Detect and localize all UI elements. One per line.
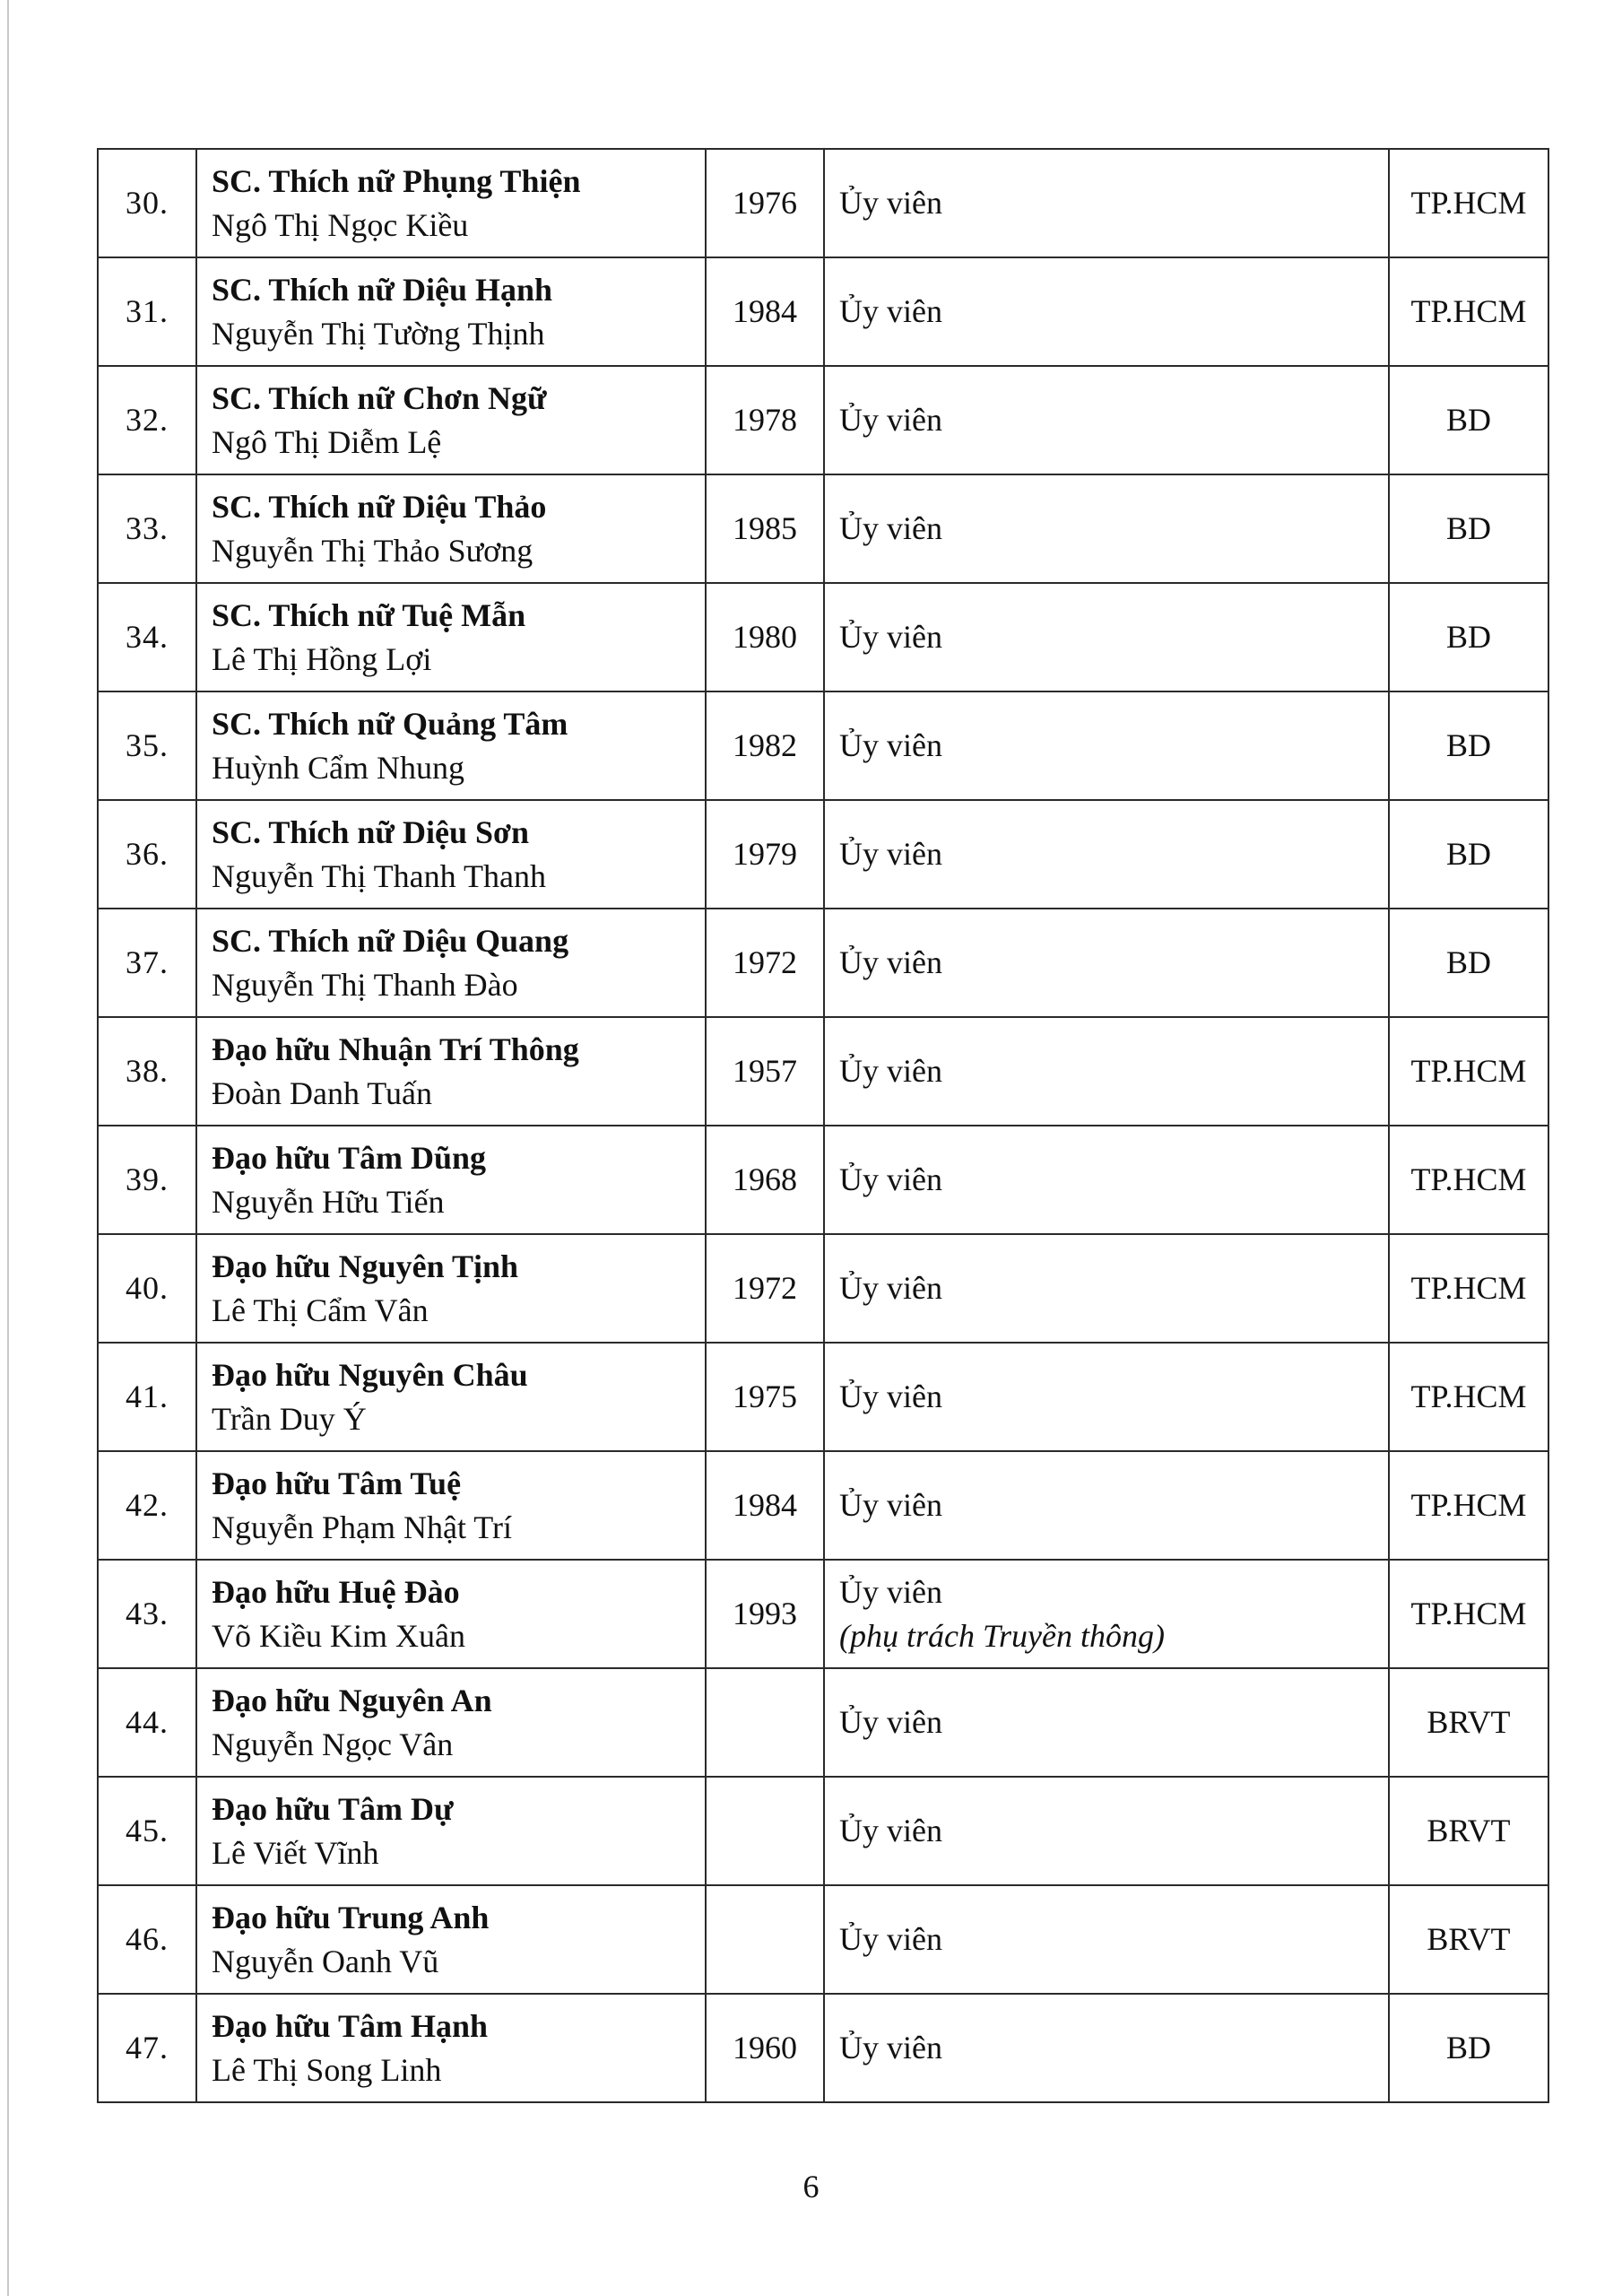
row-number-cell: 37. [98, 909, 196, 1017]
lay-name: Trần Duy Ý [212, 1400, 367, 1437]
location-cell: BRVT [1389, 1777, 1548, 1885]
role-cell [824, 1451, 1389, 1560]
name-cell [196, 1885, 706, 1994]
row-number-cell: 43. [98, 1560, 196, 1668]
birth-year-cell: 1980 [706, 583, 824, 691]
role-cell [824, 583, 1389, 691]
name-cell [196, 1777, 706, 1885]
role-label: Ủy viên [839, 1921, 942, 1957]
religious-name: SC. Thích nữ Diệu Thảo [212, 488, 547, 525]
religious-name: Đạo hữu Tâm Hạnh [212, 2007, 489, 2044]
religious-name: SC. Thích nữ Quảng Tâm [212, 705, 568, 742]
role-label: Ủy viên [839, 402, 942, 438]
table-row [98, 1668, 1548, 1777]
row-number-cell: 46. [98, 1885, 196, 1994]
birth-year-cell [706, 1777, 824, 1885]
role-label: Ủy viên [839, 1813, 942, 1848]
birth-year-cell: 1957 [706, 1017, 824, 1126]
role-cell [824, 1126, 1389, 1234]
row-number-cell: 32. [98, 366, 196, 474]
name-cell [196, 1451, 706, 1560]
religious-name: Đạo hữu Nguyên Châu [212, 1356, 528, 1393]
birth-year-cell: 1984 [706, 257, 824, 366]
location-cell: BD [1389, 691, 1548, 800]
table-row [98, 1126, 1548, 1234]
lay-name: Huỳnh Cẩm Nhung [212, 749, 464, 786]
lay-name: Ngô Thị Diễm Lệ [212, 423, 442, 460]
religious-name: Đạo hữu Nguyên An [212, 1682, 492, 1718]
role-label: Ủy viên [839, 510, 942, 546]
location-cell: BRVT [1389, 1668, 1548, 1777]
religious-name: Đạo hữu Tâm Dũng [212, 1139, 487, 1176]
member-table-body [98, 149, 1548, 2102]
table-row [98, 691, 1548, 800]
table-row [98, 1343, 1548, 1451]
birth-year-cell: 1984 [706, 1451, 824, 1560]
location-cell: BD [1389, 474, 1548, 583]
location-cell: TP.HCM [1389, 1017, 1548, 1126]
name-cell [196, 909, 706, 1017]
role-cell [824, 149, 1389, 257]
location-cell: BD [1389, 1994, 1548, 2102]
religious-name: Đạo hữu Nguyên Tịnh [212, 1248, 519, 1284]
role-label: Ủy viên [839, 1487, 942, 1523]
table-row [98, 1234, 1548, 1343]
role-label: Ủy viên [839, 619, 942, 655]
birth-year-cell: 1968 [706, 1126, 824, 1234]
row-number-cell: 33. [98, 474, 196, 583]
role-cell [824, 1994, 1389, 2102]
name-cell [196, 366, 706, 474]
lay-name: Nguyễn Thị Thanh Đào [212, 966, 518, 1003]
name-cell [196, 800, 706, 909]
religious-name: Đạo hữu Huệ Đào [212, 1573, 460, 1610]
birth-year-cell: 1960 [706, 1994, 824, 2102]
row-number-cell: 34. [98, 583, 196, 691]
role-note: (phụ trách Truyền thông) [839, 1617, 1165, 1654]
birth-year-cell [706, 1668, 824, 1777]
name-cell [196, 1126, 706, 1234]
location-cell: BD [1389, 800, 1548, 909]
location-cell: BD [1389, 583, 1548, 691]
name-cell [196, 474, 706, 583]
lay-name: Nguyễn Thị Tường Thịnh [212, 315, 545, 352]
role-label: Ủy viên [839, 727, 942, 763]
table-row [98, 800, 1548, 909]
location-cell: TP.HCM [1389, 149, 1548, 257]
lay-name: Đoàn Danh Tuấn [212, 1074, 433, 1111]
row-number-cell: 39. [98, 1126, 196, 1234]
row-number-cell: 47. [98, 1994, 196, 2102]
table-row [98, 474, 1548, 583]
table-row [98, 583, 1548, 691]
role-cell [824, 1234, 1389, 1343]
religious-name: SC. Thích nữ Tuệ Mẫn [212, 596, 526, 633]
row-number-cell: 38. [98, 1017, 196, 1126]
lay-name: Lê Thị Hồng Lợi [212, 640, 432, 677]
lay-name: Nguyễn Phạm Nhật Trí [212, 1509, 513, 1545]
lay-name: Nguyễn Thị Thanh Thanh [212, 857, 546, 894]
table-row [98, 1994, 1548, 2102]
role-label: Ủy viên [839, 1270, 942, 1306]
name-cell [196, 1343, 706, 1451]
birth-year-cell: 1972 [706, 1234, 824, 1343]
role-cell [824, 1668, 1389, 1777]
table-row [98, 909, 1548, 1017]
table-row [98, 1017, 1548, 1126]
row-number-cell: 31. [98, 257, 196, 366]
name-cell [196, 1994, 706, 2102]
religious-name: SC. Thích nữ Diệu Sơn [212, 813, 530, 850]
row-number-cell: 40. [98, 1234, 196, 1343]
lay-name: Lê Thị Song Linh [212, 2051, 442, 2088]
role-cell [824, 257, 1389, 366]
role-cell [824, 691, 1389, 800]
lay-name: Nguyễn Oanh Vũ [212, 1943, 439, 1979]
religious-name: SC. Thích nữ Diệu Hạnh [212, 271, 553, 308]
birth-year-cell: 1978 [706, 366, 824, 474]
name-cell [196, 583, 706, 691]
role-cell [824, 1017, 1389, 1126]
table-row [98, 257, 1548, 366]
location-cell: BD [1389, 909, 1548, 1017]
lay-name: Lê Thị Cẩm Vân [212, 1292, 429, 1328]
table-row [98, 1451, 1548, 1560]
role-label: Ủy viên [839, 293, 942, 329]
role-cell [824, 474, 1389, 583]
member-table [97, 148, 1549, 2103]
name-cell [196, 691, 706, 800]
role-cell [824, 366, 1389, 474]
table-row [98, 1560, 1548, 1668]
birth-year-cell: 1993 [706, 1560, 824, 1668]
role-label: Ủy viên [839, 1161, 942, 1197]
religious-name: Đạo hữu Tâm Tuệ [212, 1465, 462, 1501]
lay-name: Nguyễn Hữu Tiến [212, 1183, 445, 1220]
birth-year-cell: 1972 [706, 909, 824, 1017]
location-cell: BD [1389, 366, 1548, 474]
name-cell [196, 1017, 706, 1126]
religious-name: SC. Thích nữ Diệu Quang [212, 922, 569, 959]
role-cell [824, 1777, 1389, 1885]
location-cell: TP.HCM [1389, 257, 1548, 366]
role-cell [824, 1885, 1389, 1994]
row-number-cell: 36. [98, 800, 196, 909]
role-cell [824, 1343, 1389, 1451]
row-number-cell: 42. [98, 1451, 196, 1560]
role-label: Ủy viên [839, 944, 942, 980]
name-cell [196, 1560, 706, 1668]
role-label: Ủy viên [839, 2030, 942, 2066]
location-cell: TP.HCM [1389, 1560, 1548, 1668]
table-row [98, 366, 1548, 474]
table-row [98, 1885, 1548, 1994]
role-cell [824, 800, 1389, 909]
religious-name: Đạo hữu Nhuận Trí Thông [212, 1031, 579, 1067]
name-cell [196, 257, 706, 366]
lay-name: Nguyễn Thị Thảo Sương [212, 532, 533, 569]
role-label: Ủy viên [839, 185, 942, 221]
birth-year-cell [706, 1885, 824, 1994]
religious-name: Đạo hữu Tâm Dự [212, 1790, 454, 1827]
row-number-cell: 30. [98, 149, 196, 257]
table-row [98, 1777, 1548, 1885]
row-number-cell: 44. [98, 1668, 196, 1777]
location-cell: TP.HCM [1389, 1343, 1548, 1451]
row-number-cell: 35. [98, 691, 196, 800]
row-number-cell: 41. [98, 1343, 196, 1451]
birth-year-cell: 1975 [706, 1343, 824, 1451]
role-label: Ủy viên [839, 836, 942, 872]
role-label: Ủy viên [839, 1053, 942, 1089]
religious-name: Đạo hữu Trung Anh [212, 1899, 490, 1935]
role-label: Ủy viên [839, 1573, 942, 1610]
name-cell [196, 1234, 706, 1343]
lay-name: Nguyễn Ngọc Vân [212, 1726, 454, 1762]
religious-name: SC. Thích nữ Phụng Thiện [212, 162, 581, 199]
birth-year-cell: 1979 [706, 800, 824, 909]
religious-name: SC. Thích nữ Chơn Ngữ [212, 379, 547, 416]
name-cell [196, 149, 706, 257]
location-cell: TP.HCM [1389, 1234, 1548, 1343]
name-cell [196, 1668, 706, 1777]
role-cell [824, 1560, 1389, 1668]
birth-year-cell: 1976 [706, 149, 824, 257]
role-label: Ủy viên [839, 1704, 942, 1740]
birth-year-cell: 1982 [706, 691, 824, 800]
birth-year-cell: 1985 [706, 474, 824, 583]
row-number-cell: 45. [98, 1777, 196, 1885]
location-cell: BRVT [1389, 1885, 1548, 1994]
role-cell [824, 909, 1389, 1017]
page-number: 6 [802, 2169, 820, 2205]
page-edge-line [7, 0, 9, 2296]
lay-name: Lê Viết Vĩnh [212, 1834, 379, 1871]
role-label: Ủy viên [839, 1378, 942, 1414]
lay-name: Ngô Thị Ngọc Kiều [212, 206, 469, 243]
lay-name: Võ Kiều Kim Xuân [212, 1617, 465, 1654]
table-row [98, 149, 1548, 257]
location-cell: TP.HCM [1389, 1451, 1548, 1560]
location-cell: TP.HCM [1389, 1126, 1548, 1234]
